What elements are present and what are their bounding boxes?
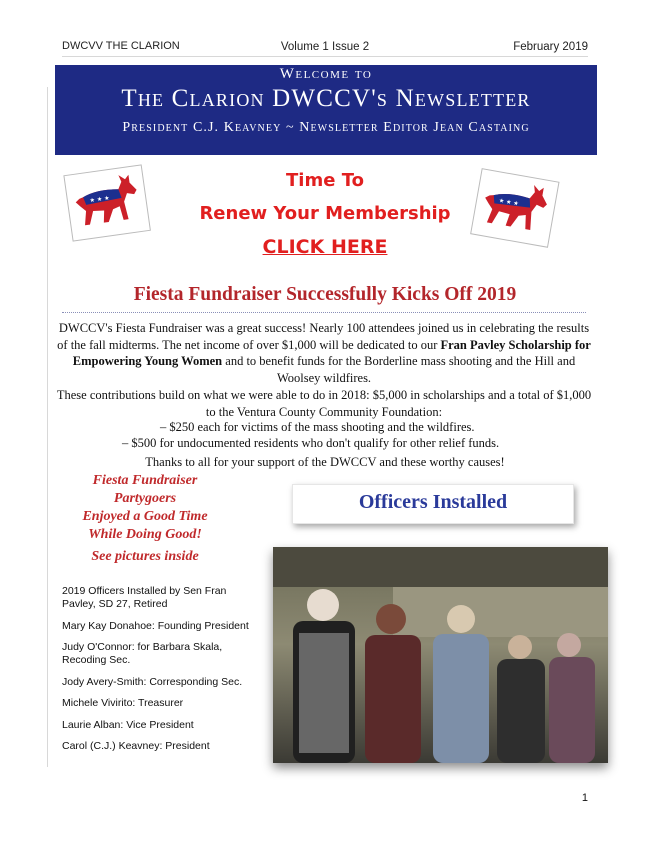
fiesta-line: Fiesta Fundraiser [92, 473, 198, 488]
renew-line-1: Time To [286, 170, 364, 191]
officers-title: Officers Installed [358, 491, 508, 513]
renew-line-2: Renew Your Membership [199, 203, 451, 224]
header-date: February 2019 [513, 41, 588, 53]
officer-entry: 2019 Officers Installed by Sen Fran Pavley, SD 27, Retired [62, 585, 227, 610]
header-issue: Volume 1 Issue 2 [280, 41, 370, 53]
officer-entry: Laurie Alban: Vice President [62, 718, 194, 731]
header-rule [62, 56, 588, 57]
officers-photo-illustration [273, 547, 608, 763]
officer-entry: Mary Kay Donahoe: Founding President [62, 619, 249, 632]
scholarship-name: Fran Pavley Scholarship for Empowering Young Women [72, 337, 591, 368]
officers-photo [273, 547, 608, 763]
banner-credits: President C.J. Keavney ~ Newsletter Editor Jean Castaing [122, 120, 530, 135]
contribution-item-1: – $250 each for victims of the mass shooting and the wildfires. [160, 420, 475, 434]
officer-entry: Judy O'Connor: for Barbara Skala, Recoding Sec. [62, 641, 223, 666]
click-here-link[interactable]: CLICK HERE [262, 236, 388, 258]
p1-text-b: and to benefit funds for the Borderline mass shooting and the Hill and Woolsey wildfires. [222, 354, 576, 385]
contribution-item-2: – $500 for undocumented residents who don't qualify for other relief funds. [122, 436, 500, 450]
fiesta-line: See pictures inside [91, 549, 199, 564]
header-left: DWCVV THE CLARION [62, 40, 180, 52]
banner-title: The Clarion DWCCV's Newsletter [121, 85, 531, 112]
title-banner [55, 65, 597, 155]
article-headline: Fiesta Fundraiser Successfully Kicks Off 2019 [133, 284, 517, 305]
page-number: 1 [581, 792, 588, 804]
p1-text-a: DWCCV's Fiesta Fundraiser was a great success! Nearly 100 attendees joined us in celebrating the results of the fall midterms. The net income of over $1,000 will be dedicated to our [57, 321, 590, 352]
banner-welcome: Welcome to [279, 66, 373, 82]
thanks-line: Thanks to all for your support of the DWCCV and these worthy causes! [145, 455, 505, 469]
article-paragraph-2: These contributions build on what we were able to do in 2018: $5,000 in scholarships and a total of $1,000 to the Ventura County Community Foundation: [56, 388, 592, 419]
svg-text:★ ★ ★: ★ ★ ★ [498, 197, 520, 208]
svg-text:★ ★ ★: ★ ★ ★ [89, 194, 110, 205]
fiesta-line: While Doing Good! [88, 527, 202, 542]
fiesta-line: Partygoers [113, 491, 177, 506]
dotted-divider [62, 312, 586, 313]
fiesta-callout [62, 472, 228, 566]
officer-entry: Carol (C.J.) Keavney: President [62, 740, 210, 752]
article-paragraph-1 [55, 320, 593, 386]
fiesta-line: Enjoyed a Good Time [82, 509, 208, 524]
officers-list [62, 585, 252, 762]
officer-entry: Jody Avery-Smith: Corresponding Sec. [62, 675, 243, 688]
officer-entry: Michele Vivirito: Treasurer [62, 697, 184, 709]
